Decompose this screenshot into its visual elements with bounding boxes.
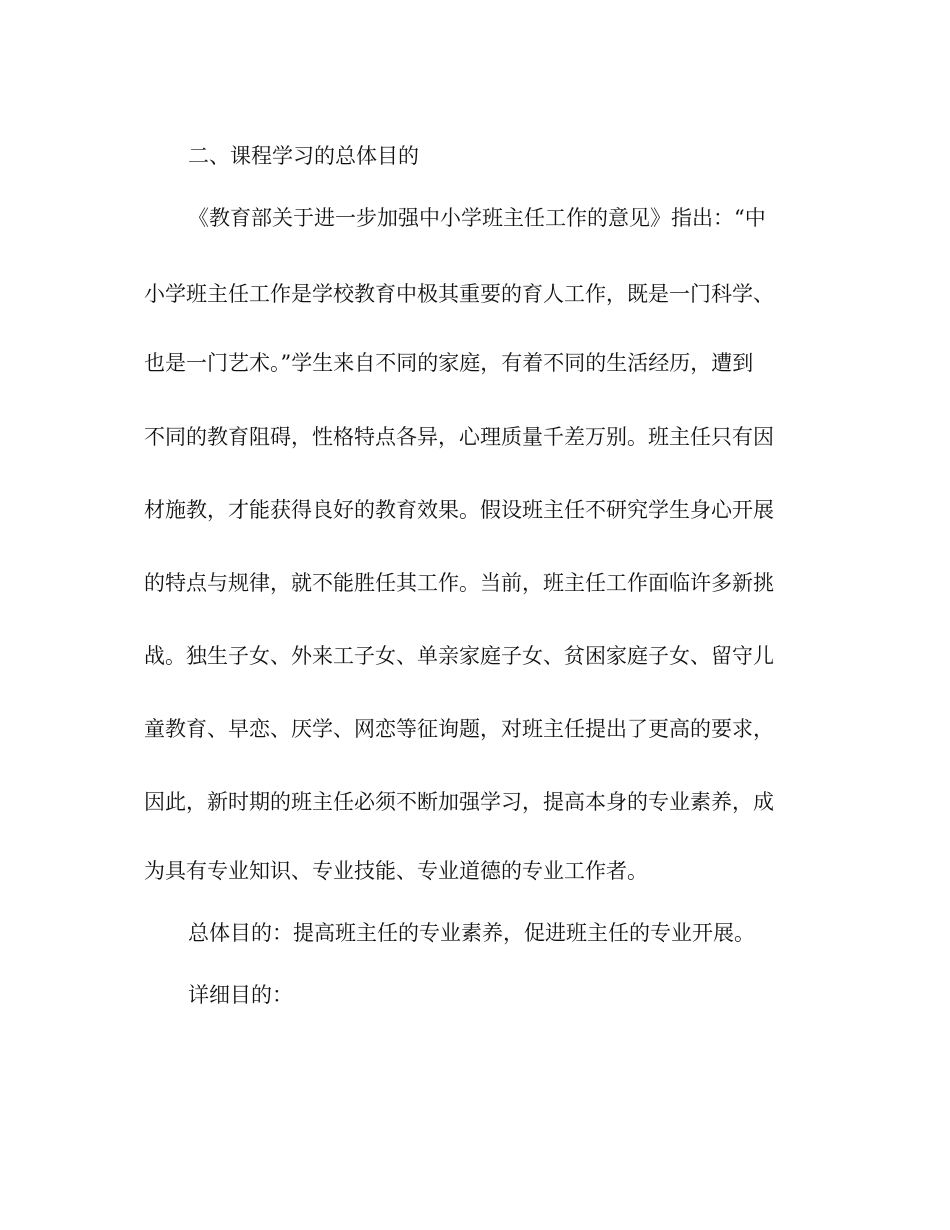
section-heading: 二、课程学习的总体目的 [188, 144, 419, 168]
paragraph-line: 也是一门艺术。”学生来自不同的家庭，有着不同的生活经历，遭到 [144, 351, 754, 375]
paragraph-line: 《教育部关于进一步加强中小学班主任工作的意见》指出：“中 [188, 206, 766, 230]
overall-goal-text: 总体目的：提高班主任的专业素养，促进班主任的专业开展。 [188, 921, 755, 945]
paragraph-line: 战。独生子女、外来工子女、单亲家庭子女、贫困家庭子女、留守儿 [144, 644, 774, 668]
paragraph-line: 童教育、早恋、厌学、网恋等征询题，对班主任提出了更高的要求， [144, 717, 774, 741]
paragraph-line: 不同的教育阻碍，性格特点各异，心理质量千差万别。班主任只有因 [144, 425, 774, 449]
paragraph-line: 的特点与规律，就不能胜任其工作。当前，班主任工作面临许多新挑 [144, 571, 774, 595]
paragraph-line: 小学班主任工作是学校教育中极其重要的育人工作，既是一门科学、 [144, 282, 774, 306]
paragraph-line: 为具有专业知识、专业技能、专业道德的专业工作者。 [144, 859, 648, 883]
paragraph-line: 因此，新时期的班主任必须不断加强学习，提高本身的专业素养，成 [144, 790, 774, 814]
paragraph-line: 材施教，才能获得良好的教育效果。假设班主任不研究学生身心开展 [144, 498, 774, 522]
detailed-goal-label: 详细目的： [188, 983, 293, 1007]
